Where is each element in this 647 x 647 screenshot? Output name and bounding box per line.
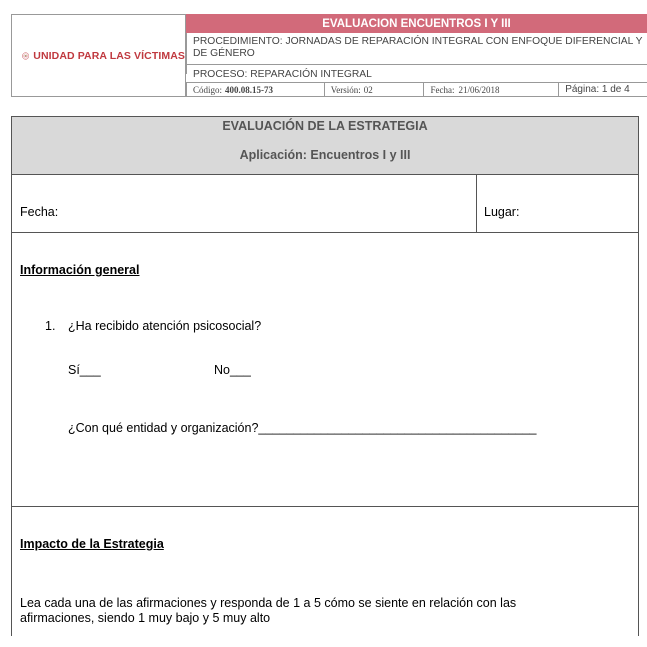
entity-question-field[interactable]: ¿Con qué entidad y organización?________________________________________ [68, 421, 537, 435]
fecha-cell: Fecha: 21/06/2018 [424, 83, 559, 96]
form-subtitle: Aplicación: Encuentros I y III [239, 148, 411, 162]
fecha-lugar-row [12, 175, 638, 233]
section-general-info [12, 233, 638, 507]
process-text: PROCESO: REPARACIÓN INTEGRAL [187, 64, 647, 83]
process-info [186, 33, 647, 80]
evaluation-form [11, 116, 639, 636]
logo-text: UNIDAD PARA LAS VÍCTIMAS [33, 49, 185, 62]
document-title: EVALUACION ENCUENTROS I Y III [186, 14, 647, 33]
section-impact [12, 507, 638, 647]
colombia-seal-icon [22, 45, 29, 67]
question-number: 1. [45, 319, 56, 333]
form-title: EVALUACIÓN DE LA ESTRATEGIA [222, 119, 428, 133]
fecha-field[interactable]: Fecha: [20, 205, 59, 219]
procedure-text: PROCEDIMIENTO: JORNADAS DE REPARACIÓN INTEGRAL CON ENFOQUE DIFERENCIAL Y DE GÉNERO [193, 36, 643, 59]
question-text: ¿Ha recibido atención psicosocial? [68, 319, 262, 333]
yes-option[interactable]: Sí___ [68, 363, 101, 377]
no-option[interactable]: No___ [214, 363, 251, 377]
lugar-field[interactable]: Lugar: [484, 205, 520, 219]
section-title: Impacto de la Estrategia [20, 537, 164, 551]
column-divider [476, 175, 477, 232]
form-title-band [12, 117, 638, 175]
instructions-text: Lea cada una de las afirmaciones y responda de 1 a 5 cómo se siente en relación con las afirmaciones, siendo 1 muy bajo y 5 muy alto [20, 596, 517, 625]
document-meta [186, 82, 647, 97]
fecha-value: 21/06/2018 [458, 84, 500, 95]
codigo-value: 400.08.15-73 [225, 84, 274, 95]
pagina-cell: Página: 1 de 4 [565, 84, 630, 95]
codigo-cell: Código: 400.08.15-73 [187, 83, 325, 96]
logo-cell [11, 14, 186, 97]
version-value: 02 [363, 84, 373, 95]
document-header [11, 14, 647, 97]
version-cell: Versión: 02 [325, 83, 425, 96]
section-title: Información general [20, 263, 140, 277]
